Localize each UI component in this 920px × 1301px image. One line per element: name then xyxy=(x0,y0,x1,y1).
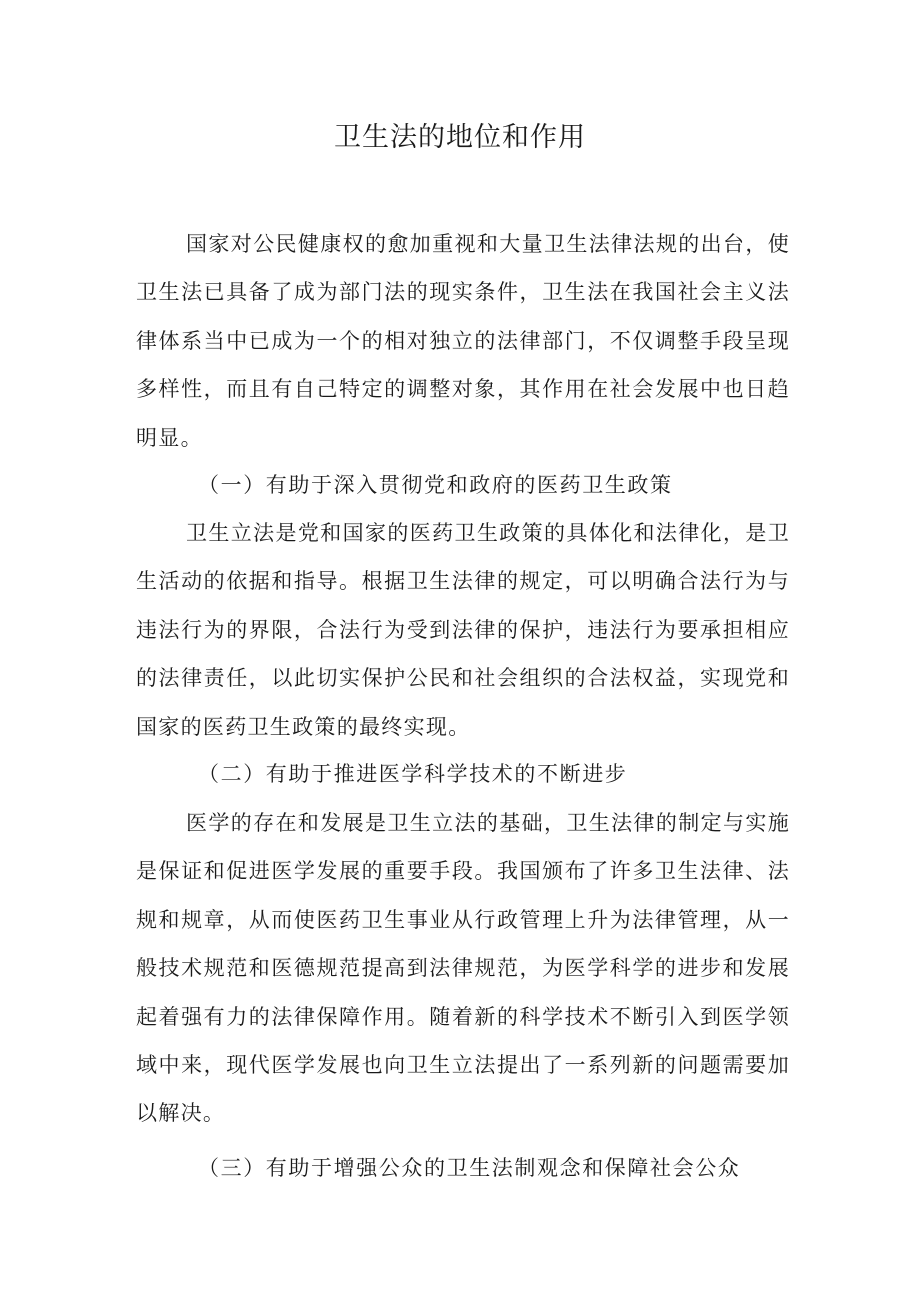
section-2-paragraph: 医学的存在和发展是卫生立法的基础，卫生法律的制定与实施是保证和促进医学发展的重要手段。我国颁布了许多卫生法律、法规和规章，从而使医药卫生事业从行政管理上升为法律管理，从一般技术规范和医德规范提高到法律规范，为医学科学的进步和发展起着强有力的法律保障作用。随着新的科学技术不断引入到医学领域中来，现代医学发展也向卫生立法提出了一系列新的问题需要加以解决。 xyxy=(136,811,790,1126)
section-3-heading: （三）有助于增强公众的卫生法制观念和保障社会公众 xyxy=(198,1156,741,1180)
section-1-heading: （一）有助于深入贯彻党和政府的医药卫生政策 xyxy=(198,473,673,497)
section-1-paragraph: 卫生立法是党和国家的医药卫生政策的具体化和法律化，是卫生活动的依据和指导。根据卫生法律的规定，可以明确合法行为与违法行为的界限，合法行为受到法律的保护，违法行为要承担相应的法律责任，以此切实保护公民和社会组织的合法权益，实现党和国家的医药卫生政策的最终实现。 xyxy=(136,521,790,739)
document-title: 卫生法的地位和作用 xyxy=(334,122,586,153)
intro-paragraph: 国家对公民健康权的愈加重视和大量卫生法律法规的出台，使卫生法已具备了成为部门法的现实条件，卫生法在我国社会主义法律体系当中已成为一个的相对独立的法律部门，不仅调整手段呈现多样性，而且有自己特定的调整对象，其作用在社会发展中也日趋明显。 xyxy=(136,232,790,450)
section-2-heading: （二）有助于推进医学科学技术的不断进步 xyxy=(198,762,628,786)
